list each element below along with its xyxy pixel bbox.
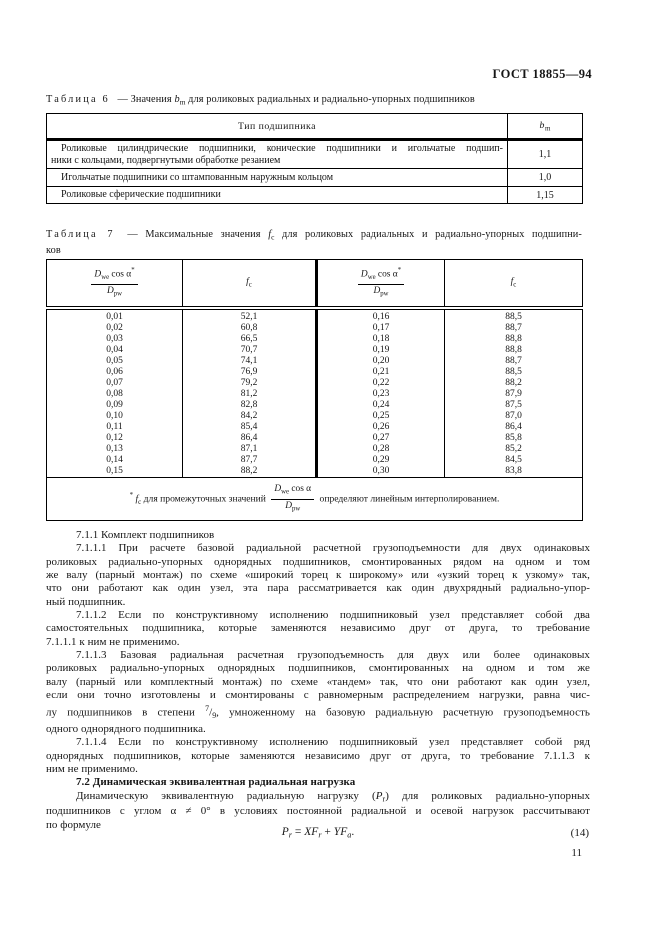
dwe-dpw-fraction xyxy=(358,266,404,301)
table7-cell: 84,2 xyxy=(183,411,317,422)
table7-cell: 70,7 xyxy=(183,345,317,356)
text-segment: , умноженному на базовую радиальную расчетную грузоподъемность xyxy=(216,706,590,719)
table7-cell: 81,2 xyxy=(183,389,317,400)
text-segment: r xyxy=(318,830,322,840)
table7-cell: 84,5 xyxy=(445,455,583,466)
footnote-post: определяют линейным интерполированием. xyxy=(319,493,500,505)
dwe-dpw-fraction xyxy=(271,484,314,515)
table7-row xyxy=(47,345,583,356)
table7-cell: 87,1 xyxy=(183,444,317,455)
table7-cell: 0,02 xyxy=(106,323,123,333)
table7-cell: 88,8 xyxy=(445,345,583,356)
text-line xyxy=(46,702,590,722)
text-segment: P xyxy=(281,826,289,838)
fc-symbol: f xyxy=(268,229,272,240)
caption-dash: — xyxy=(117,94,128,105)
table7-header-fc-right xyxy=(445,260,583,309)
formula-row xyxy=(46,826,590,842)
table6-type-line: Роликовые цилиндрические подшипники, конические подшипники и игольчатые подшип- xyxy=(61,142,503,154)
table7-cell: 0,13 xyxy=(106,444,123,454)
table7-header-row xyxy=(47,260,583,309)
table7-cell: 0,20 xyxy=(317,356,445,367)
text-line: ный подшипник. xyxy=(46,595,126,608)
text-segment: = xyxy=(292,826,305,838)
fraction-denominator: $D_{pw}$ xyxy=(106,286,122,298)
table7-cell: 86,4 xyxy=(445,422,583,433)
footnote-asterisk: * xyxy=(129,491,134,499)
fc-symbol-sub: c xyxy=(271,232,275,242)
page-number: 11 xyxy=(571,847,582,859)
table6-caption-label: Таблица 6 xyxy=(46,94,110,105)
table7-cell: 0,21 xyxy=(317,367,445,378)
document-header: ГОСТ 18855—94 xyxy=(492,67,592,81)
table7-cell: 0,14 xyxy=(106,455,123,465)
table7-row xyxy=(47,334,583,345)
text-line: 7.1.1.1 При расчете базовой радиальной расчетной грузоподъемности для двух одинаковых xyxy=(76,542,590,555)
fraction-numerator: $D_{we}$ cos α* xyxy=(358,266,404,286)
table7-cell: 0,04 xyxy=(106,345,123,355)
table6-caption-post: для роликовых радиальных и радиально-упорных подшипников xyxy=(188,94,475,105)
table7-cell: 79,2 xyxy=(183,378,317,389)
table7-row xyxy=(47,422,583,433)
table6-body xyxy=(47,140,583,204)
table7-cell: 87,0 xyxy=(445,411,583,422)
text-segment: P xyxy=(375,789,383,802)
table7-header-fc-left xyxy=(183,260,317,309)
bm-symbol: b xyxy=(174,94,180,105)
text-line: 7.2 Динамическая эквивалентная радиальная нагрузка xyxy=(76,776,356,789)
fc-symbol: f xyxy=(246,277,249,288)
fraction-numerator: $D_{we}$ cos α xyxy=(271,484,314,500)
table7-cell: 88,7 xyxy=(445,323,583,334)
table7-cell: 87,7 xyxy=(183,455,317,466)
text-segment: 9 xyxy=(212,711,217,721)
text-line: ним не применимо. xyxy=(46,762,138,775)
table7-row xyxy=(47,367,583,378)
table7-cell: 0,09 xyxy=(106,400,123,410)
table7-row xyxy=(47,378,583,389)
table7-cell: 76,9 xyxy=(183,367,317,378)
text-line: подшипников с углом α ≠ 0° в условиях постоянной радиальной и осевой нагрузок рассчитывают xyxy=(46,805,590,818)
text-segment: 7 xyxy=(205,704,210,714)
table7-caption-line1 xyxy=(46,228,582,244)
table6-type-cell xyxy=(47,187,508,204)
table7-cell: 0,27 xyxy=(317,433,445,444)
text-segment: r xyxy=(288,830,293,840)
text-segment: XF xyxy=(304,826,319,838)
text-segment: ) для роликовых радиально-упорных xyxy=(385,789,590,802)
text-segment: r xyxy=(382,794,386,804)
table7-cell: 88,7 xyxy=(445,356,583,367)
table7-cell: 0,24 xyxy=(317,400,445,411)
table7-cell: 52,1 xyxy=(183,308,317,323)
paragraph xyxy=(46,649,590,736)
table7-caption xyxy=(46,228,582,257)
paragraph xyxy=(46,609,590,649)
text-line: однорядных подшипников, которые заменяются независимо друг от друга, то требование 7.1.1.3 к xyxy=(46,749,590,762)
table7-cell: 0,30 xyxy=(317,466,445,478)
text-segment: YF xyxy=(333,826,348,838)
table6-caption xyxy=(46,93,582,109)
table7-row xyxy=(47,411,583,422)
text-line: одного однорядного подшипника. xyxy=(46,722,206,735)
bm-symbol-sub: m xyxy=(179,97,186,107)
table7-cell: 85,2 xyxy=(445,444,583,455)
text-line: 7.1.1 Комплект подшипников xyxy=(76,529,215,541)
table7-cell: 0,23 xyxy=(317,389,445,400)
fc-symbol: f xyxy=(135,493,139,505)
text-line: 7.1.1.1 к ним не применимо. xyxy=(46,635,180,648)
table7-row xyxy=(47,466,583,478)
text-line: 7.1.1.4 Если по конструктивному исполнению подшипниковый узел представляет собой ряд xyxy=(76,736,590,749)
table7-cell: 74,1 xyxy=(183,356,317,367)
paragraph xyxy=(46,529,590,542)
table7-cell: 0,10 xyxy=(106,411,123,421)
table7-row xyxy=(47,389,583,400)
table6-type-cell xyxy=(47,140,508,169)
table6-header-bm xyxy=(508,114,583,140)
fc-symbol: f xyxy=(510,277,514,288)
table7-cell: 0,06 xyxy=(106,367,123,377)
table7-row xyxy=(47,356,583,367)
table7-cell: 0,01 xyxy=(106,312,123,322)
table7-caption-post: для роликовых радиальных и радиально-упорных подшипни- xyxy=(282,229,582,240)
table7-cell: 85,8 xyxy=(445,433,583,444)
table7-row xyxy=(47,433,583,444)
table7-cell: 88,5 xyxy=(445,367,583,378)
table7-caption-line2: ков xyxy=(46,244,61,256)
paragraph xyxy=(46,776,590,789)
table7-cell: 0,19 xyxy=(317,345,445,356)
table7-cell: 0,28 xyxy=(317,444,445,455)
fraction-denominator: $D_{pw}$ xyxy=(373,286,389,298)
bm-symbol-sub: m xyxy=(544,124,551,133)
table7-cell: 82,8 xyxy=(183,400,317,411)
table7-cell: 0,29 xyxy=(317,455,445,466)
table6-type-line: Роликовые сферические подшипники xyxy=(61,189,221,200)
text-line: роликовых радиально-упорных однорядных подшипников, смонтированных на одном и том же xyxy=(46,662,590,675)
table7-cell: 0,26 xyxy=(317,422,445,433)
table7-cell: 0,15 xyxy=(106,466,123,476)
paragraph xyxy=(46,736,590,776)
table7-cell: 87,5 xyxy=(445,400,583,411)
text-line: 7.1.1.2 Если по конструктивному исполнению подшипниковый узел представляет собой два xyxy=(76,609,590,622)
text-line: самостоятельных подшипника, которые заменяются независимо друг от друга, то требование xyxy=(46,622,590,635)
paragraph xyxy=(46,542,590,609)
bm-symbol: b xyxy=(539,119,545,131)
text-segment: Динамическую эквивалентную радиальную нагрузку ( xyxy=(76,789,376,802)
table7-cell: 0,07 xyxy=(106,378,123,388)
table7-cell: 0,17 xyxy=(317,323,445,334)
table7-row xyxy=(47,444,583,455)
table7-cell: 66,5 xyxy=(183,334,317,345)
body-text xyxy=(46,529,590,832)
table7-caption-pre: Максимальные значения xyxy=(145,229,261,240)
fc-symbol-sub: c xyxy=(248,281,252,289)
fraction-denominator: $D_{pw}$ xyxy=(285,500,301,512)
table7-cell: 60,8 xyxy=(183,323,317,334)
footnote-pre: для промежуточных значений xyxy=(143,493,266,505)
table7-cell: 0,03 xyxy=(106,334,123,344)
text-line xyxy=(46,790,590,806)
table7-cell: 0,05 xyxy=(106,356,123,366)
table7-cell: 88,5 xyxy=(445,308,583,323)
table6-row xyxy=(47,140,583,169)
table7-body xyxy=(47,308,583,478)
fc-symbol-sub: c xyxy=(513,281,517,289)
table7-cell: 88,8 xyxy=(445,334,583,345)
formula-number: (14) xyxy=(570,827,589,839)
dwe-dpw-fraction xyxy=(91,266,137,301)
table7 xyxy=(46,259,583,521)
table7-footnote xyxy=(47,478,583,521)
table6-value-cell: 1,15 xyxy=(508,187,583,204)
table7-cell: 0,18 xyxy=(317,334,445,345)
table7-cell: 87,9 xyxy=(445,389,583,400)
table7-caption-label: Таблица 7 xyxy=(46,229,115,240)
table6-type-line: Игольчатые подшипники со штампованным наружным кольцом xyxy=(61,171,334,183)
table7-row xyxy=(47,308,583,323)
text-line: если они точно изготовлены и смонтированы с равномерным распределением нагрузки, равна чис- xyxy=(46,689,590,702)
table6-value-cell: 1,1 xyxy=(508,140,583,169)
text-segment: + xyxy=(321,826,334,838)
text-line: валу (парный или комплектный монтаж) по схеме «тандем» так, что они работают как один узел, xyxy=(46,675,590,688)
text-segment: лу подшипников в степени xyxy=(46,706,206,719)
table7-cell: 85,4 xyxy=(183,422,317,433)
table6-type-line: ники с кольцами, подвергнутыми обработке резанием xyxy=(51,154,281,166)
text-line: по формуле xyxy=(46,818,101,831)
table7-cell: 0,08 xyxy=(106,389,123,399)
table7-cell: 83,8 xyxy=(445,466,583,478)
table6-caption-pre: Значения xyxy=(130,94,172,105)
table7-cell: 88,2 xyxy=(183,466,317,478)
formula-expression xyxy=(46,826,590,840)
caption-dash: — xyxy=(127,229,138,240)
table7-row xyxy=(47,400,583,411)
table7-cell: 88,2 xyxy=(445,378,583,389)
table7-cell: 0,25 xyxy=(317,411,445,422)
table7-header-ratio-left xyxy=(47,260,183,309)
fraction-numerator: $D_{we}$ cos α* xyxy=(91,266,137,286)
table6-header-type: Тип подшипника xyxy=(47,114,508,140)
text-line: 7.1.1.3 Базовая радиальная расчетная грузоподъемность для двух или более одинаковых xyxy=(76,649,590,662)
table7-cell: 0,12 xyxy=(106,433,123,443)
text-line: же валу (парный монтаж) по схеме «широкий торец к широкому» или «узкий торец к узкому» так, xyxy=(46,569,590,582)
table7-row xyxy=(47,323,583,334)
table7-header-ratio-right xyxy=(317,260,445,309)
table6-header-row xyxy=(47,114,583,140)
table7-footnote-row xyxy=(47,478,583,521)
table7-cell: 0,16 xyxy=(317,308,445,323)
table7-cell: 0,11 xyxy=(106,422,123,432)
text-line: что они работают как один узел, эта пара рассматривается как один двухрядный радиально-упор- xyxy=(46,582,590,595)
table7-cell: 0,22 xyxy=(317,378,445,389)
fc-symbol-sub: c xyxy=(138,498,142,506)
text-line: роликовых радиально-упорных однорядных подшипников, смонтированных рядом на одном и том xyxy=(46,555,590,568)
table6-value-cell: 1,0 xyxy=(508,169,583,187)
table6-row xyxy=(47,169,583,187)
text-segment: . xyxy=(351,826,355,838)
text-segment: a xyxy=(347,830,352,840)
table6-type-cell xyxy=(47,169,508,187)
table6 xyxy=(46,113,583,204)
table6-row xyxy=(47,187,583,204)
table7-cell: 86,4 xyxy=(183,433,317,444)
table7-row xyxy=(47,455,583,466)
text-segment: / xyxy=(209,706,213,719)
